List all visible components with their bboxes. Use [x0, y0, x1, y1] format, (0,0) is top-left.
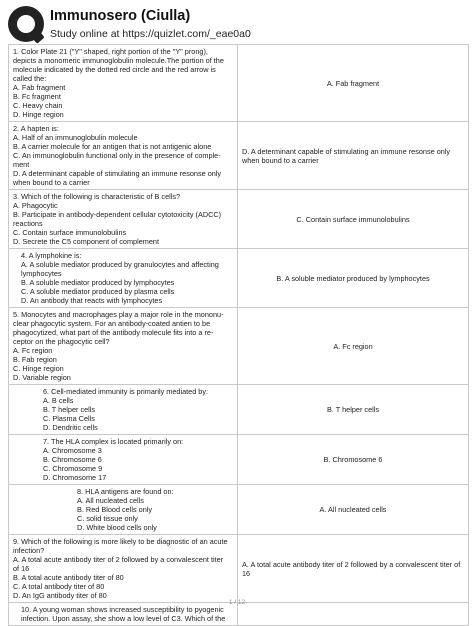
page-number: 1 / 12	[228, 599, 246, 606]
answer-cell: C. Contain surface immunolobulins	[238, 190, 469, 249]
quizlet-logo-icon	[8, 6, 44, 42]
question-cell	[9, 190, 238, 249]
answer-cell: A. All nucleated cells	[238, 485, 469, 535]
question-line: B. Red Blood cells only	[77, 505, 153, 514]
question-line: clear phagocytic system. For an antibody-coated antien to be	[13, 319, 211, 328]
question-line: C. Hinge region	[13, 364, 64, 373]
question-line: D. A determinant capable of stimulating an immune resonse only	[13, 169, 222, 178]
question-line: D. An antibody that reacts with lymphocytes	[21, 296, 163, 305]
card-row	[9, 535, 469, 603]
question-line: 3. Which of the following is characteristic of B cells?	[13, 192, 181, 201]
question-line: A. All nucleated cells	[77, 496, 144, 505]
question-line: B. Fc fragment	[13, 92, 61, 101]
answer-cell: B. Chromosome 6	[238, 435, 469, 485]
card-row	[9, 122, 469, 190]
answer-cell: A. A total acute antibody titer of 2 followed by a convalescent titer of 16	[238, 535, 469, 603]
question-cell	[9, 435, 238, 485]
question-line: infection?	[13, 546, 45, 555]
study-link[interactable]: Study online at https://quizlet.com/_eae0a0	[50, 28, 251, 40]
card-row	[9, 249, 469, 308]
question-line: A. A total acute antibody titer of 2 followed by a convalescent titer	[13, 555, 224, 564]
card-row	[9, 385, 469, 435]
answer-cell: D. A determinant capable of stimulating an immune resonse only when bound to a carrier	[238, 122, 469, 190]
question-line: B. Chromosome 6	[43, 455, 102, 464]
question-line: infection. Upon assay, she show a low level of C3. Which of the	[21, 614, 226, 623]
question-line: 8. HLA antigens are found on:	[77, 487, 174, 496]
question-line: A. Half of an immunoglobulin molecule	[13, 133, 138, 142]
question-cell	[9, 249, 238, 308]
question-line: C. A soluble mediator produced by plasma cells	[21, 287, 175, 296]
question-line: 1. Color Plate 21 ("Y" shaped, right portion of the "Y" prong),	[13, 47, 208, 56]
question-line: C. An immunoglobulin functional only in the presence of comple-	[13, 151, 221, 160]
card-row	[9, 308, 469, 385]
question-cell	[9, 308, 238, 385]
question-line: C. Contain surface immunolobulins	[13, 228, 127, 237]
question-line: B. T helper cells	[43, 405, 96, 414]
answer-cell: B. A soluble mediator produced by lymphocytes	[238, 249, 469, 308]
header	[8, 6, 468, 46]
question-line: of 16	[13, 564, 30, 573]
question-line: A. B cells	[43, 396, 74, 405]
question-cell	[9, 122, 238, 190]
question-line: 5. Monocytes and macrophages play a major role in the mononu-	[13, 310, 224, 319]
question-line: C. solid tissue only	[77, 514, 138, 523]
question-line: ceptor on the phagocytic cell?	[13, 337, 110, 346]
question-cell	[9, 385, 238, 435]
question-line: B. Participate in antibody-dependent cellular cytotoxicity (ADCC)	[13, 210, 222, 219]
question-line: A. Phagocytic	[13, 201, 58, 210]
question-line: C. Chromosome 9	[43, 464, 103, 473]
question-line: molecule indicated by the dotted red circle and the red arrow is	[13, 65, 216, 74]
card-row	[9, 45, 469, 122]
question-line: C. Plasma Cells	[43, 414, 95, 423]
question-line: B. A soluble mediator produced by lymphocytes	[21, 278, 175, 287]
card-row	[9, 190, 469, 249]
question-line: 2. A hapten is:	[13, 124, 59, 133]
question-line: ment	[13, 160, 30, 169]
question-line: C. A total antibody titer of 80	[13, 582, 105, 591]
question-line: 4. A lymphokine is:	[21, 251, 82, 260]
page-title: Immunosero (Ciulla)	[50, 8, 191, 24]
question-line: B. A carrier molecule for an antigen that is not antigenic alone	[13, 142, 212, 151]
question-line: A. Chromosome 3	[43, 446, 102, 455]
answer-cell: A. Fab fragment	[238, 45, 469, 122]
question-line: 10. A young woman shows increased susceptibility to pyogenic	[21, 605, 224, 614]
question-line: D. Variable region	[13, 373, 71, 382]
question-cell	[9, 535, 238, 603]
question-line: reactions	[13, 219, 43, 228]
question-line: 6. Cell-mediated immunity is primarily mediated by:	[43, 387, 209, 396]
answer-cell: A. Fc region	[238, 308, 469, 385]
question-line: A. A soluble mediator produced by granulocytes and affecting	[21, 260, 219, 269]
question-line: D. Secrete the C5 component of complement	[13, 237, 160, 246]
question-line: depicts a monomeric immunoglobulin molecule.The portion of the	[13, 56, 224, 65]
card-row	[9, 435, 469, 485]
question-line: A. Fc region	[13, 346, 53, 355]
question-line: C. Heavy chain	[13, 101, 63, 110]
question-line: B. A total acute antibody titer of 80	[13, 573, 124, 582]
question-cell	[9, 45, 238, 122]
question-line: 9. Which of the following is more likely to be diagnostic of an acute	[13, 537, 228, 546]
question-line: 7. The HLA complex is located primarily on:	[43, 437, 184, 446]
question-line: D. White blood cells only	[77, 523, 157, 532]
question-line: lymphocytes	[21, 269, 62, 278]
question-line: phagocytized, what part of the antibody molecule fits into a re-	[13, 328, 214, 337]
question-line: D. Hinge region	[13, 110, 64, 119]
question-line: D. Chromosome 17	[43, 473, 107, 482]
question-line: A. Fab fragment	[13, 83, 66, 92]
question-line: B. Fab region	[13, 355, 57, 364]
question-line: called the:	[13, 74, 47, 83]
question-line: D. Dendritic cells	[43, 423, 98, 432]
question-cell	[9, 485, 238, 535]
question-line: when bound to a carrier	[13, 178, 90, 187]
flashcard-table	[8, 44, 469, 626]
answer-cell: B. T helper cells	[238, 385, 469, 435]
card-row	[9, 485, 469, 535]
question-line: D. An IgG antibody titer of 80	[13, 591, 107, 600]
